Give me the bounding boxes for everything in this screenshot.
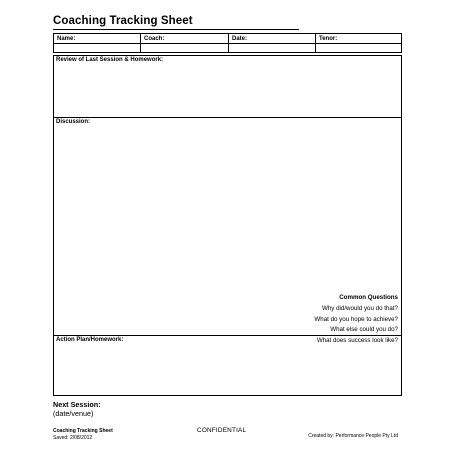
name-label: Name: <box>57 36 76 42</box>
question-item: What do you hope to achieve? <box>314 315 398 323</box>
footer-created-by: Created by: Performance People Pty Ltd <box>308 433 398 439</box>
action-plan-section[interactable] <box>53 336 402 396</box>
tenor-cell <box>316 34 403 43</box>
action-plan-label: Action Plan/Homework: <box>56 337 124 343</box>
title-underline <box>53 29 299 30</box>
details-value-row <box>54 44 401 53</box>
coach-field[interactable] <box>141 44 229 53</box>
review-section[interactable] <box>53 55 402 118</box>
footer-title: Coaching Tracking Sheet <box>53 428 113 434</box>
discussion-label: Discussion: <box>56 119 91 125</box>
tenor-field[interactable] <box>316 44 403 53</box>
review-label: Review of Last Session & Homework: <box>56 57 164 63</box>
footer-confidential: CONFIDENTIAL <box>197 427 247 434</box>
next-session <box>53 400 101 418</box>
coach-label: Coach: <box>144 36 165 42</box>
footer-saved-date: Saved: 2/08/2012 <box>53 434 93 441</box>
date-cell <box>229 34 316 43</box>
date-label: Date: <box>232 36 248 42</box>
details-label-row <box>54 34 401 44</box>
question-item: What else could you do? <box>330 326 398 334</box>
footer-doc-info <box>53 428 113 441</box>
common-questions-heading: Common Questions <box>339 294 398 301</box>
details-table <box>53 33 402 53</box>
tenor-label: Tenor: <box>319 36 338 42</box>
question-item: Why did/would you do that? <box>321 304 398 312</box>
date-field[interactable] <box>229 44 316 53</box>
coach-cell <box>141 34 229 43</box>
name-cell <box>54 34 141 43</box>
name-field[interactable] <box>54 44 141 53</box>
next-session-label: Next Session: <box>53 400 101 409</box>
document-title: Coaching Tracking Sheet <box>53 15 193 27</box>
question-item: What does success look like? <box>316 337 398 345</box>
next-session-hint: (date/venue) <box>53 409 94 418</box>
